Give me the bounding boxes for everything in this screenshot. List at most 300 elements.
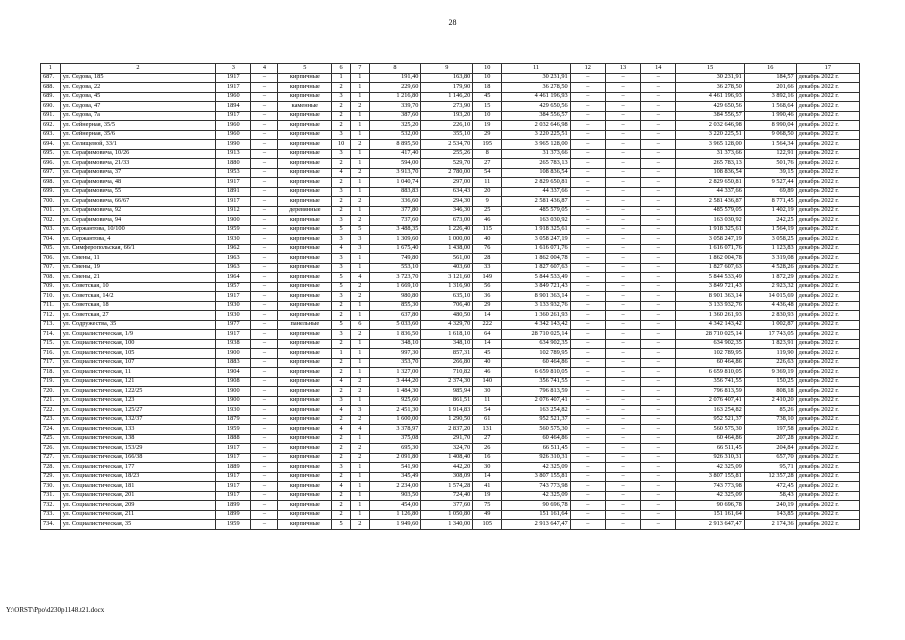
table-cell: – — [641, 520, 676, 530]
table-cell: – — [605, 149, 640, 159]
table-cell: 163 030,92 — [502, 216, 570, 226]
table-cell: – — [570, 330, 605, 340]
table-cell: 8 901 363,14 — [502, 292, 570, 302]
table-cell: 403,60 — [421, 263, 473, 273]
table-cell: – — [251, 225, 278, 235]
table-cell: кирпичные — [278, 396, 332, 406]
table-cell: 122,91 — [744, 149, 796, 159]
table-cell: 36 — [473, 292, 502, 302]
table-cell: – — [570, 282, 605, 292]
table-cell: 36 278,50 — [676, 83, 744, 93]
table-cell: – — [605, 472, 640, 482]
table-cell: 1 872,29 — [744, 273, 796, 283]
table-cell: кирпичные — [278, 235, 332, 245]
table-cell: – — [570, 292, 605, 302]
table-cell: – — [641, 339, 676, 349]
table-cell: 2 — [332, 387, 351, 397]
table-cell: кирпичные — [278, 349, 332, 359]
table-cell: 19 — [473, 491, 502, 501]
table-cell: 25 — [473, 206, 502, 216]
table-cell: 1 616 071,76 — [676, 244, 744, 254]
table-cell: 2 — [350, 453, 369, 463]
table-cell: – — [251, 216, 278, 226]
table-cell: 3 — [332, 92, 351, 102]
table-cell: 1900 — [216, 349, 251, 359]
table-cell: 749,80 — [369, 254, 421, 264]
table-cell: декабрь 2022 г. — [796, 377, 859, 387]
table-cell: – — [251, 491, 278, 501]
table-cell: – — [570, 396, 605, 406]
table-cell: 501,76 — [744, 159, 796, 169]
table-cell: декабрь 2022 г. — [796, 387, 859, 397]
table-cell: – — [605, 320, 640, 330]
table-cell: 1930 — [216, 406, 251, 416]
table-cell: – — [605, 415, 640, 425]
table-cell: 2 410,20 — [744, 396, 796, 406]
table-cell: 102 789,95 — [502, 349, 570, 359]
table-cell: – — [570, 463, 605, 473]
table-cell: 720. — [41, 387, 61, 397]
table-cell: 1 316,90 — [421, 282, 473, 292]
table-cell: ул. Серафимовича, 10/26 — [60, 149, 216, 159]
table-cell: 1 — [350, 358, 369, 368]
table-cell: кирпичные — [278, 415, 332, 425]
table-cell: – — [605, 453, 640, 463]
table-cell: 1 — [350, 501, 369, 511]
table-cell: 2 — [332, 434, 351, 444]
table-cell: 704. — [41, 235, 61, 245]
table-cell: 1 600,00 — [369, 415, 421, 425]
table-cell: 743 773,98 — [676, 482, 744, 492]
table-cell: 1912 — [216, 206, 251, 216]
table-cell: ул. Социалистическая, 153/29 — [60, 444, 216, 454]
table-cell: – — [570, 387, 605, 397]
table-cell: 1917 — [216, 83, 251, 93]
table-cell: 706,40 — [421, 301, 473, 311]
table-cell: декабрь 2022 г. — [796, 130, 859, 140]
table-cell: – — [570, 235, 605, 245]
table-cell: ул. Социалистическая, 209 — [60, 501, 216, 511]
table-cell: 1 — [350, 73, 369, 83]
table-cell: кирпичные — [278, 159, 332, 169]
table-cell: 1 050,80 — [421, 510, 473, 520]
table-cell: 2 — [332, 83, 351, 93]
table-cell: 698. — [41, 178, 61, 188]
table-cell: 1957 — [216, 282, 251, 292]
table-cell: 1 438,00 — [421, 244, 473, 254]
table-cell: 387,60 — [369, 111, 421, 121]
table-cell: 3 — [332, 463, 351, 473]
table-cell: – — [605, 83, 640, 93]
table-cell: ул. Серафимовича, 37 — [60, 168, 216, 178]
table-cell: кирпичные — [278, 520, 332, 530]
table-cell: 2 — [332, 178, 351, 188]
table-cell: – — [251, 292, 278, 302]
table-cell: кирпичные — [278, 178, 332, 188]
table-cell: 60 464,86 — [502, 434, 570, 444]
table-row — [41, 206, 860, 216]
table-cell: 1964 — [216, 273, 251, 283]
table-cell: 743 773,98 — [502, 482, 570, 492]
table-cell: 1917 — [216, 444, 251, 454]
table-cell: – — [570, 358, 605, 368]
table-cell: – — [605, 168, 640, 178]
column-number-cell: 14 — [641, 64, 676, 74]
table-cell: – — [570, 206, 605, 216]
table-cell: – — [251, 121, 278, 131]
table-cell: – — [605, 377, 640, 387]
table-cell: 3 965 128,00 — [676, 140, 744, 150]
table-cell: – — [251, 368, 278, 378]
table-cell: 377,60 — [421, 501, 473, 511]
table-cell: 796 813,59 — [676, 387, 744, 397]
table-cell: декабрь 2022 г. — [796, 92, 859, 102]
table-cell: 8 771,45 — [744, 197, 796, 207]
table-cell: 324,70 — [421, 444, 473, 454]
table-cell: 480,50 — [421, 311, 473, 321]
table-cell: 2 — [350, 520, 369, 530]
table-cell: 857,31 — [421, 349, 473, 359]
table-cell: 1879 — [216, 415, 251, 425]
table-cell: – — [251, 178, 278, 188]
table-cell: 2 076 407,41 — [502, 396, 570, 406]
table-cell: кирпичные — [278, 311, 332, 321]
table-cell: – — [251, 73, 278, 83]
table-cell: ул. Сейнерная, 35/6 — [60, 130, 216, 140]
table-cell: 2 830,93 — [744, 311, 796, 321]
table-cell: 151 161,64 — [676, 510, 744, 520]
table-cell: – — [251, 273, 278, 283]
table-cell: – — [641, 149, 676, 159]
table-cell: – — [570, 92, 605, 102]
table-cell: 1 226,40 — [421, 225, 473, 235]
table-cell: 45 — [473, 349, 502, 359]
table-cell: 1 — [350, 121, 369, 131]
table-cell: 1 918 325,61 — [502, 225, 570, 235]
table-cell: ул. Социалистическая, 177 — [60, 463, 216, 473]
table-cell: декабрь 2022 г. — [796, 254, 859, 264]
table-cell: – — [641, 444, 676, 454]
table-cell: – — [641, 216, 676, 226]
table-cell: 700. — [41, 197, 61, 207]
table-cell: – — [641, 235, 676, 245]
table-cell: – — [641, 73, 676, 83]
table-cell: 39,15 — [744, 168, 796, 178]
table-cell: 2 — [332, 510, 351, 520]
table-cell: декабрь 2022 г. — [796, 415, 859, 425]
table-cell: 1917 — [216, 330, 251, 340]
table-cell: ул. Серафимовича, 21/33 — [60, 159, 216, 169]
table-cell: – — [570, 273, 605, 283]
table-cell: кирпичные — [278, 130, 332, 140]
table-cell: ул. Социалистическая, 107 — [60, 358, 216, 368]
table-cell: – — [605, 111, 640, 121]
table-cell: 4 — [332, 425, 351, 435]
table-cell: 529,70 — [421, 159, 473, 169]
table-cell: 952 521,37 — [676, 415, 744, 425]
table-cell: 1 — [350, 263, 369, 273]
table-cell: ул. Социалистическая, 138 — [60, 434, 216, 444]
table-cell: кирпичные — [278, 472, 332, 482]
table-cell: 336,60 — [369, 197, 421, 207]
table-cell: 1899 — [216, 510, 251, 520]
table-cell: – — [251, 330, 278, 340]
table-cell: 3 444,20 — [369, 377, 421, 387]
table-cell: 2 — [332, 358, 351, 368]
table-cell: 5 — [332, 320, 351, 330]
table-cell: 855,30 — [369, 301, 421, 311]
table-cell: – — [605, 491, 640, 501]
table-cell: – — [570, 197, 605, 207]
table-cell: 2 — [332, 339, 351, 349]
table-cell: декабрь 2022 г. — [796, 282, 859, 292]
table-cell: 2 534,70 — [421, 140, 473, 150]
table-cell: 695,30 — [369, 444, 421, 454]
table-cell: 1 669,10 — [369, 282, 421, 292]
table-cell: ул. Серафимовича, 92 — [60, 206, 216, 216]
table-cell: ул. Социалистическая, 123 — [60, 396, 216, 406]
table-cell: 242,25 — [744, 216, 796, 226]
table-cell: 26 — [473, 444, 502, 454]
table-cell: 42 325,09 — [676, 463, 744, 473]
table-cell: – — [570, 73, 605, 83]
table-cell: 673,00 — [421, 216, 473, 226]
table-cell: ул. Серафимовича, 48 — [60, 178, 216, 188]
table-cell: 1 — [350, 434, 369, 444]
table-cell: 2 091,80 — [369, 453, 421, 463]
table-cell: ул. Смены, 19 — [60, 263, 216, 273]
table-cell: 705. — [41, 244, 61, 254]
table-cell: 637,80 — [369, 311, 421, 321]
table-cell: 2 — [350, 377, 369, 387]
table-cell: – — [641, 320, 676, 330]
table-cell: 1 949,60 — [369, 520, 421, 530]
table-cell: 707. — [41, 263, 61, 273]
table-cell: – — [641, 159, 676, 169]
table-cell: 1953 — [216, 168, 251, 178]
table-cell: – — [570, 216, 605, 226]
table-row — [41, 244, 860, 254]
table-cell: – — [605, 216, 640, 226]
table-cell: декабрь 2022 г. — [796, 140, 859, 150]
table-cell: 18 — [473, 83, 502, 93]
table-cell: – — [605, 263, 640, 273]
table-cell: 3 — [332, 292, 351, 302]
table-cell: 27 — [473, 434, 502, 444]
table-cell: 1990 — [216, 140, 251, 150]
table-cell: 1 040,74 — [369, 178, 421, 188]
table-row — [41, 482, 860, 492]
table-cell: – — [570, 368, 605, 378]
table-row — [41, 520, 860, 530]
table-cell: – — [605, 463, 640, 473]
table-cell: 727. — [41, 453, 61, 463]
table-cell: 2 451,30 — [369, 406, 421, 416]
table-cell: кирпичные — [278, 377, 332, 387]
table-cell: 95,71 — [744, 463, 796, 473]
table-cell: 17 743,05 — [744, 330, 796, 340]
table-cell: 1 574,28 — [421, 482, 473, 492]
table-cell: 2 374,30 — [421, 377, 473, 387]
table-cell: – — [641, 434, 676, 444]
table-cell: – — [570, 225, 605, 235]
table-cell: 454,00 — [369, 501, 421, 511]
table-cell: 1891 — [216, 187, 251, 197]
table-cell: 2 — [332, 102, 351, 112]
table-row — [41, 216, 860, 226]
table-cell: 3 — [332, 330, 351, 340]
table-cell: 3 — [350, 406, 369, 416]
table-cell: 3 220 225,51 — [676, 130, 744, 140]
table-cell: кирпичные — [278, 282, 332, 292]
table-cell: 1 340,00 — [421, 520, 473, 530]
table-cell: 31 373,66 — [502, 149, 570, 159]
column-number-cell: 8 — [369, 64, 421, 74]
table-cell: 226,10 — [421, 121, 473, 131]
table-cell: 734. — [41, 520, 61, 530]
table-cell: 485 579,05 — [676, 206, 744, 216]
table-cell: 1977 — [216, 320, 251, 330]
table-row — [41, 102, 860, 112]
table-row — [41, 187, 860, 197]
table-cell: 716. — [41, 349, 61, 359]
table-cell: 2 — [332, 121, 351, 131]
table-cell: – — [605, 159, 640, 169]
table-cell: – — [570, 159, 605, 169]
table-cell: 2 — [332, 501, 351, 511]
table-cell: 722. — [41, 406, 61, 416]
table-cell: – — [605, 282, 640, 292]
table-cell: декабрь 2022 г. — [796, 102, 859, 112]
table-cell: 697. — [41, 168, 61, 178]
table-cell: 356 741,55 — [502, 377, 570, 387]
table-cell: 14 — [473, 311, 502, 321]
table-cell: ул. Социалистическая, 121 — [60, 377, 216, 387]
table-cell: ул. Советская, 14/2 — [60, 292, 216, 302]
table-cell: 4 528,26 — [744, 263, 796, 273]
table-row — [41, 396, 860, 406]
table-cell: 348,10 — [421, 339, 473, 349]
table-row — [41, 111, 860, 121]
table-cell: ул. Социалистическая, 166/38 — [60, 453, 216, 463]
table-cell: 163 030,92 — [676, 216, 744, 226]
table-cell: – — [251, 396, 278, 406]
table-cell: 714. — [41, 330, 61, 340]
table-cell: 715. — [41, 339, 61, 349]
column-number-cell: 4 — [251, 64, 278, 74]
table-cell: – — [570, 130, 605, 140]
table-cell: 1900 — [216, 216, 251, 226]
table-cell: 10 — [473, 111, 502, 121]
table-cell: ул. Социалистическая, 201 — [60, 491, 216, 501]
table-cell: 719. — [41, 377, 61, 387]
column-number-cell: 16 — [744, 64, 796, 74]
table-cell: 2 — [332, 415, 351, 425]
table-cell: 4 — [350, 273, 369, 283]
table-cell: 3 488,35 — [369, 225, 421, 235]
table-cell: 1 — [350, 254, 369, 264]
table-cell: 4 — [332, 377, 351, 387]
table-cell: 561,00 — [421, 254, 473, 264]
table-row — [41, 377, 860, 387]
table-row — [41, 387, 860, 397]
table-cell: ул. Седова, 45 — [60, 92, 216, 102]
table-cell: декабрь 2022 г. — [796, 482, 859, 492]
table-cell: декабрь 2022 г. — [796, 111, 859, 121]
column-number-cell: 2 — [60, 64, 216, 74]
table-cell: 1 — [350, 149, 369, 159]
table-cell: 442,20 — [421, 463, 473, 473]
table-cell: 730. — [41, 482, 61, 492]
table-cell: 1 — [350, 111, 369, 121]
table-cell: 4 461 196,93 — [502, 92, 570, 102]
table-cell: 1 360 261,93 — [502, 311, 570, 321]
table-cell: 1908 — [216, 377, 251, 387]
table-cell: 9 — [473, 197, 502, 207]
table-cell: 729. — [41, 472, 61, 482]
table-cell: 3 807 155,81 — [502, 472, 570, 482]
table-cell: 3 — [350, 235, 369, 245]
table-cell: 2 — [332, 368, 351, 378]
table-cell: – — [570, 520, 605, 530]
table-cell: 2 174,36 — [744, 520, 796, 530]
table-cell: 861,51 — [421, 396, 473, 406]
table-cell: 1 836,50 — [369, 330, 421, 340]
table-cell: 3 913,70 — [369, 168, 421, 178]
table-cell: 60 464,86 — [502, 358, 570, 368]
table-cell: – — [641, 358, 676, 368]
table-cell: – — [605, 292, 640, 302]
table-cell: кирпичные — [278, 463, 332, 473]
table-cell: – — [570, 501, 605, 511]
table-cell: 2 032 646,98 — [676, 121, 744, 131]
table-cell: 1 862 004,78 — [502, 254, 570, 264]
table-row — [41, 83, 860, 93]
table-cell: 1 — [350, 463, 369, 473]
table-cell: 724. — [41, 425, 61, 435]
table-cell: – — [570, 339, 605, 349]
table-cell: 712. — [41, 311, 61, 321]
table-cell: ул. Социалистическая, 105 — [60, 349, 216, 359]
table-cell: декабрь 2022 г. — [796, 320, 859, 330]
table-row — [41, 292, 860, 302]
table-cell: ул. Селищевой, 33/1 — [60, 140, 216, 150]
table-cell: – — [605, 225, 640, 235]
table-cell: 560 575,30 — [502, 425, 570, 435]
table-cell: 1883 — [216, 358, 251, 368]
table-cell: 197,58 — [744, 425, 796, 435]
table-cell: кирпичные — [278, 244, 332, 254]
table-cell: 8 901 363,14 — [676, 292, 744, 302]
table-cell: 191,40 — [369, 73, 421, 83]
table-cell: 2 — [350, 330, 369, 340]
table-cell: 1 146,20 — [421, 92, 473, 102]
table-cell: – — [641, 168, 676, 178]
table-cell: 553,10 — [369, 263, 421, 273]
table-cell: ул. Социалистическая, 122/25 — [60, 387, 216, 397]
table-cell: – — [251, 482, 278, 492]
table-cell: 690. — [41, 102, 61, 112]
table-cell: 2 — [350, 292, 369, 302]
table-cell: 14 — [473, 339, 502, 349]
table-cell: декабрь 2022 г. — [796, 444, 859, 454]
table-cell: 6 — [350, 320, 369, 330]
table-cell: кирпичные — [278, 168, 332, 178]
table-cell: деревянные — [278, 206, 332, 216]
table-cell: – — [641, 130, 676, 140]
table-cell: 193,20 — [421, 111, 473, 121]
table-cell: декабрь 2022 г. — [796, 301, 859, 311]
